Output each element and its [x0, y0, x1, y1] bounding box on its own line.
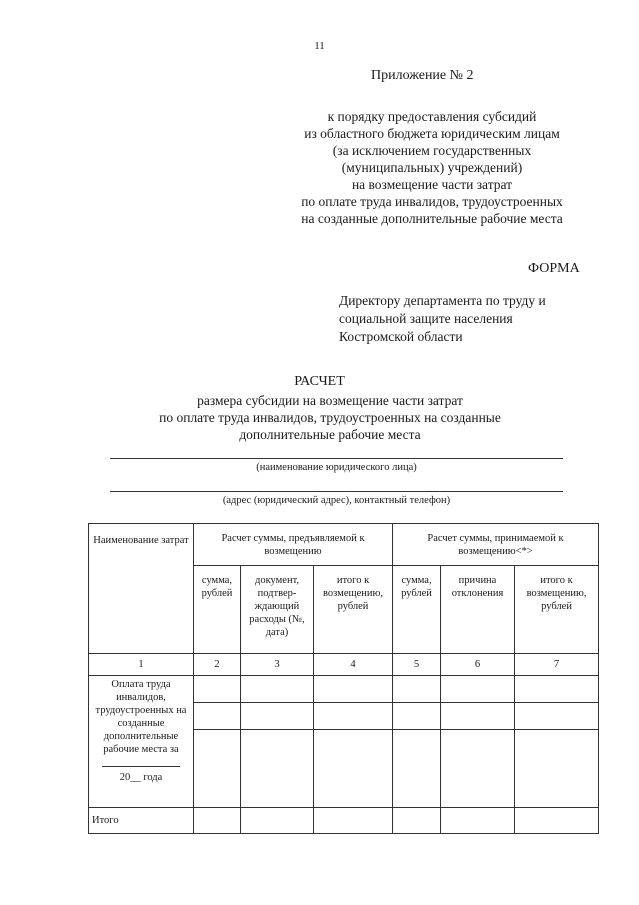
table-cell[interactable] [314, 703, 393, 730]
table-cell[interactable] [241, 676, 314, 703]
sub-sum-accepted-header: сумма, рублей [393, 566, 441, 654]
column-number: 7 [515, 654, 599, 676]
basis-line: к порядку предоставления субсидий [327, 109, 537, 124]
column-number: 6 [441, 654, 515, 676]
sub-reason-header: причина отклонения [441, 566, 515, 654]
basis-line: по оплате труда инвалидов, трудоустроенных [301, 194, 563, 209]
table-cell[interactable] [441, 808, 515, 834]
table-cell[interactable] [314, 676, 393, 703]
table-cell[interactable] [441, 676, 515, 703]
subtitle-line: дополнительные рабочие места [239, 427, 421, 442]
form-label: ФОРМА [528, 261, 580, 276]
address-line[interactable] [110, 491, 563, 492]
appendix-title: Приложение № 2 [371, 68, 474, 83]
sub-total-accepted-header: итого к возмещению, рублей [515, 566, 599, 654]
table-cell[interactable] [194, 676, 241, 703]
table-cell[interactable] [441, 703, 515, 730]
table-cell[interactable] [515, 730, 599, 808]
table-cell[interactable] [194, 730, 241, 808]
calculation-subtitle [60, 392, 600, 443]
table-cell[interactable] [515, 703, 599, 730]
table-cell[interactable] [393, 730, 441, 808]
payment-row-year: 20__ года [119, 772, 163, 783]
column-number: 5 [393, 654, 441, 676]
group-accepted-header: Расчет суммы, принимаемой к возмещению<*> [393, 524, 599, 566]
basis-line: на созданные дополнительные рабочие места [301, 211, 563, 226]
table-cell[interactable] [194, 703, 241, 730]
table-cell[interactable] [314, 730, 393, 808]
table-cell[interactable] [194, 808, 241, 834]
subtitle-line: размера субсидии на возмещение части затрат [197, 393, 463, 408]
sub-sum-claimed-header: сумма, рублей [194, 566, 241, 654]
addressee-line: Директору департамента по труду и [339, 293, 546, 308]
table-cell[interactable] [441, 730, 515, 808]
page-number: 11 [314, 40, 325, 52]
calculation-title: РАСЧЕТ [294, 374, 345, 389]
entity-name-caption: (наименование юридического лица) [256, 462, 417, 473]
table-cell[interactable] [393, 703, 441, 730]
table-cell[interactable] [314, 808, 393, 834]
column-number: 2 [194, 654, 241, 676]
col-cost-name-header: Наименование затрат [89, 524, 194, 654]
table-cell[interactable] [393, 676, 441, 703]
sub-document-header: документ, подтвер-ждающий расходы (№, дата) [241, 566, 314, 654]
appendix-basis [282, 108, 582, 227]
total-row-label: Итого [89, 808, 194, 834]
addressee [339, 292, 546, 346]
table-cell[interactable] [241, 808, 314, 834]
basis-line: (муниципальных) учреждений) [341, 160, 523, 175]
payment-row-label [89, 676, 194, 808]
basis-line: на возмещение части затрат [351, 177, 513, 192]
table-cell[interactable] [393, 808, 441, 834]
column-number: 1 [89, 654, 194, 676]
basis-line: (за исключением государственных [332, 143, 532, 158]
table-cell[interactable] [515, 676, 599, 703]
period-blank[interactable] [102, 756, 180, 767]
addressee-line: социальной защите населения [339, 311, 513, 326]
group-claimed-header: Расчет суммы, предъявляемой к возмещению [194, 524, 393, 566]
sub-total-claimed-header: итого к возмещению, рублей [314, 566, 393, 654]
entity-name-line[interactable] [110, 458, 563, 459]
payment-row-text: Оплата труда инвалидов, трудоустроенных на созданные дополнительные рабочие места за [95, 679, 187, 755]
column-number: 3 [241, 654, 314, 676]
addressee-line: Костромской области [339, 329, 463, 344]
basis-line: из областного бюджета юридическим лицам [304, 126, 560, 141]
column-number: 4 [314, 654, 393, 676]
table-cell[interactable] [515, 808, 599, 834]
subtitle-line: по оплате труда инвалидов, трудоустроенных на созданные [159, 410, 501, 425]
table-cell[interactable] [241, 703, 314, 730]
address-caption: (адрес (юридический адрес), контактный телефон) [222, 495, 451, 506]
calculation-table [88, 523, 599, 834]
table-cell[interactable] [241, 730, 314, 808]
